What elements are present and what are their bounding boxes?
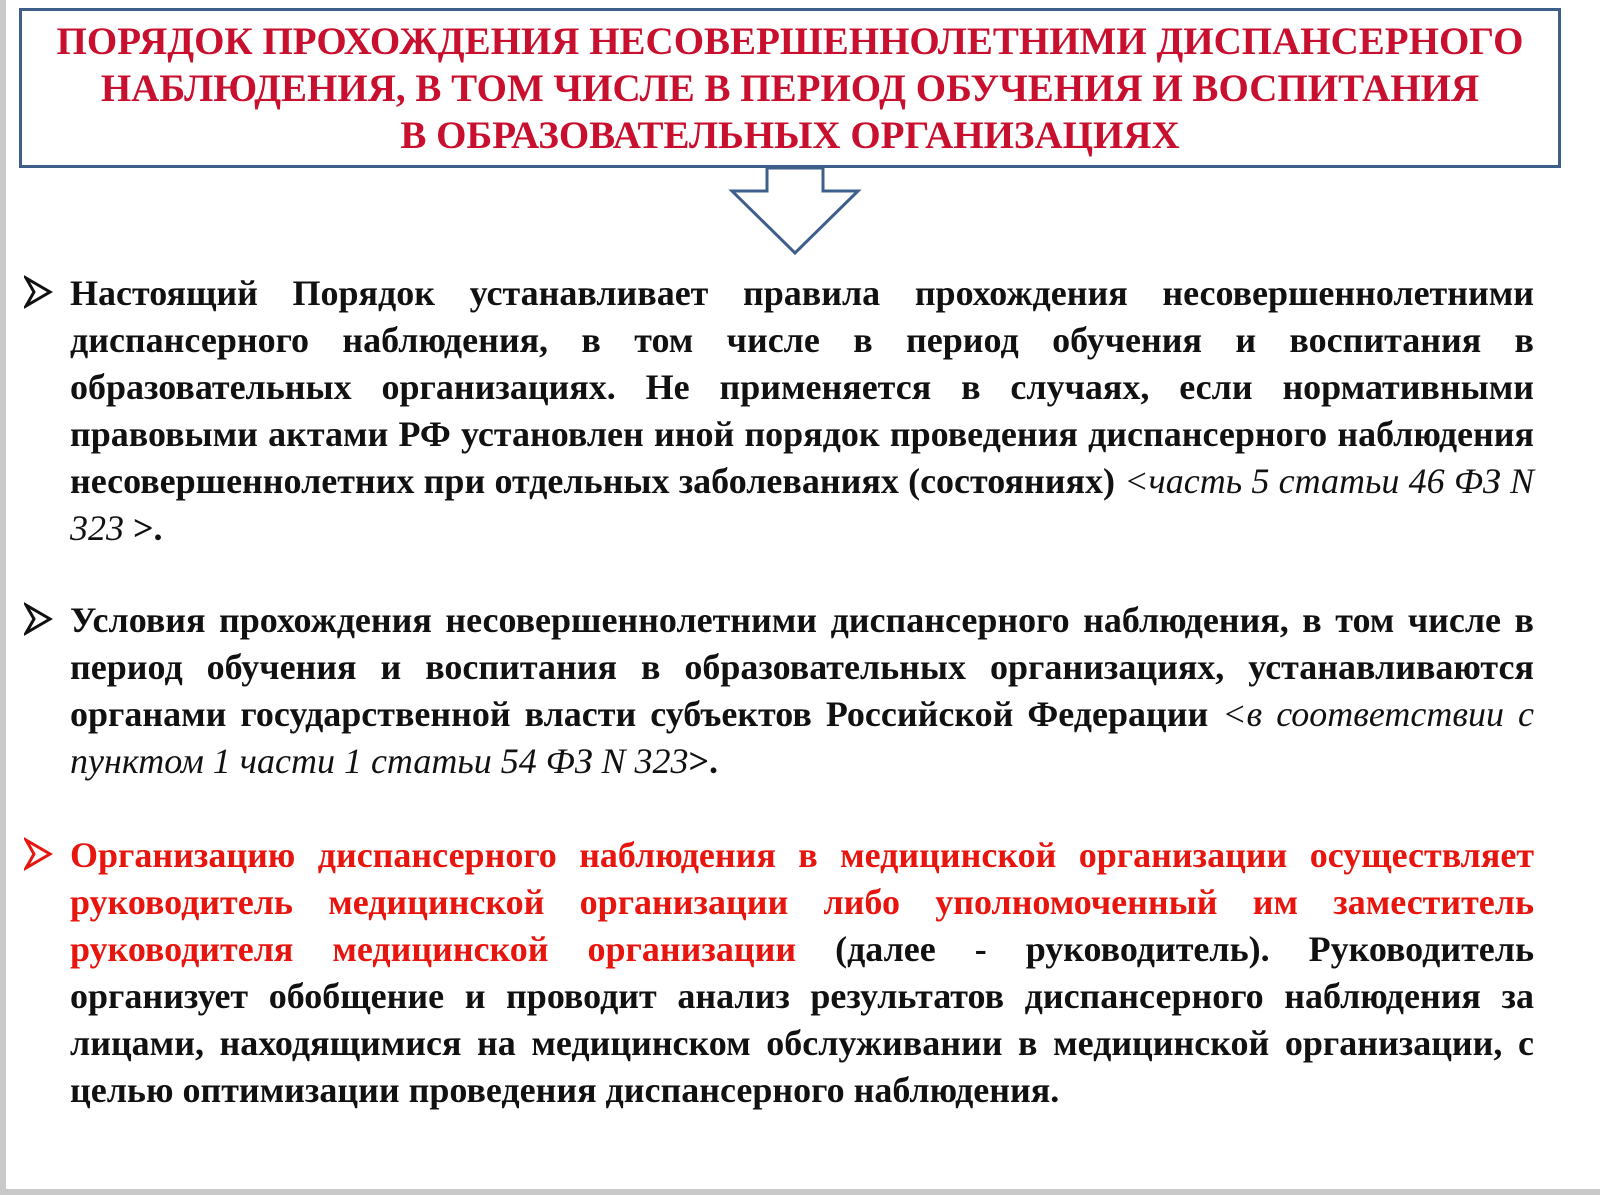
paragraph-1-body: Настоящий Порядок устанавливает правила прохождения несовершеннолетними диспансерного наблюдения, в том числе в период обучения и воспитания в образовательных организациях. Не применяется в случаях, если нормативными правовыми актами РФ установлен иной порядок проведения диспансерного наблюдения несовершеннолетних при отдельных заболеваниях (состояниях) bbox=[70, 273, 1534, 501]
title-line-3: В ОБРАЗОВАТЕЛЬНЫХ ОРГАНИЗАЦИЯХ bbox=[400, 113, 1180, 157]
paragraph-1-ref-close: >. bbox=[133, 508, 163, 548]
paragraph-1 bbox=[24, 270, 1534, 552]
title-line-2: НАБЛЮДЕНИЯ, В ТОМ ЧИСЛЕ В ПЕРИОД ОБУЧЕНИЯ И ВОСПИТАНИЯ bbox=[100, 66, 1480, 110]
paragraph-2-law-reference: в соответствии с пунктом 1 части 1 статьи 54 ФЗ N 323 bbox=[70, 694, 1534, 781]
title-line-1: ПОРЯДОК ПРОХОЖДЕНИЯ НЕСОВЕРШЕННОЛЕТНИМИ ДИСПАНСЕРНОГО bbox=[56, 19, 1524, 63]
paragraph-3 bbox=[24, 832, 1534, 1114]
paragraph-1-law-reference: часть 5 статьи 46 ФЗ N 323 bbox=[70, 461, 1534, 548]
paragraph-2 bbox=[24, 597, 1534, 785]
title-box bbox=[19, 8, 1561, 168]
down-arrow-icon bbox=[725, 165, 865, 260]
paragraph-3-text bbox=[70, 832, 1534, 1114]
paragraph-2-ref-open: < bbox=[1208, 694, 1247, 734]
page-left-border bbox=[0, 0, 6, 1195]
arrowhead-bullet-icon bbox=[24, 599, 56, 639]
arrowhead-bullet-icon bbox=[24, 272, 56, 312]
paragraph-1-ref-open: < bbox=[1114, 461, 1149, 501]
paragraph-1-text bbox=[70, 270, 1534, 552]
paragraph-2-body: Условия прохождения несовершеннолетними диспансерного наблюдения, в том числе в период обучения и воспитания в образовательных организациях, устанавливаются органами государственной власти субъектов Российской Федерации bbox=[70, 600, 1534, 734]
paragraph-3-body: (далее - руководитель). Руководитель организует обобщение и проводит анализ результатов диспансерного наблюдения за лицами, находящимися на медицинском обслуживании в медицинской организации, с целью оптимизации проведения диспансерного наблюдения. bbox=[70, 929, 1534, 1110]
paragraph-2-text bbox=[70, 597, 1534, 785]
paragraph-3-highlight: Организацию диспансерного наблюдения в медицинской организации осуществляет руководитель медицинской организации либо уполномоченный им заместитель руководителя медицинской организации bbox=[70, 835, 1534, 969]
arrowhead-bullet-icon bbox=[24, 834, 56, 874]
paragraph-2-ref-close: >. bbox=[688, 741, 719, 781]
page-bottom-border bbox=[0, 1189, 1600, 1195]
